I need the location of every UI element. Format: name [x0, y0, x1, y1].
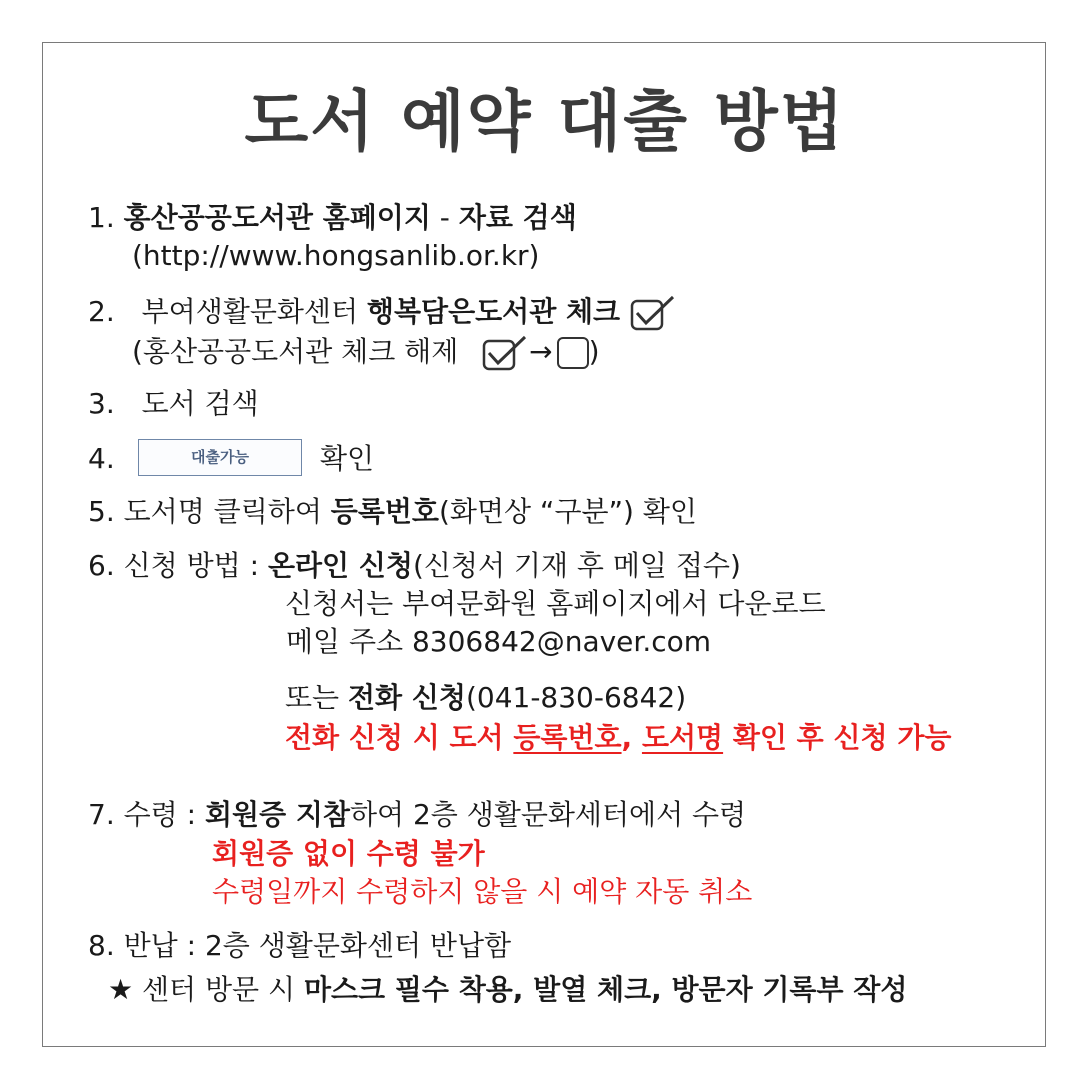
step-2-note-text: (홍산공공도서관 체크 해제 — [132, 335, 459, 368]
page-title: 도서 예약 대출 방법 — [244, 83, 846, 160]
step-2-note — [132, 334, 600, 371]
step-2 — [88, 294, 677, 331]
step-1-separator: - — [430, 201, 459, 234]
step-5-suffix: (화면상 “구분”) 확인 — [438, 495, 697, 528]
step-6-warning-name: 도서명 — [641, 721, 724, 754]
step-7-suffix: 하여 2층 생활문화세터에서 수령 — [349, 798, 747, 831]
step-6-warning-suffix: 확인 후 신청 가능 — [723, 721, 952, 754]
step-2-bold: 행복담은도서관 체크 — [366, 295, 621, 328]
step-3-text: 도서 검색 — [141, 387, 259, 420]
step-6-label: 신청 방법 : — [123, 549, 268, 582]
step-5-bold: 등록번호 — [330, 495, 439, 528]
step-6-phone-number: (041-830-6842) — [465, 681, 687, 714]
step-6-number: 6. — [88, 549, 115, 582]
step-8-number: 8. — [88, 929, 115, 962]
step-3 — [88, 386, 259, 422]
step-6-email-line: 메일 주소 8306842@naver.com — [286, 625, 712, 658]
step-1-site: 홍산공공도서관 홈페이지 — [123, 201, 431, 234]
notice — [108, 972, 907, 1008]
step-2-note-close: ) — [588, 335, 600, 368]
step-6-form-line: 신청서는 부여문화원 홈페이지에서 다운로드 — [285, 587, 826, 620]
step-8 — [88, 928, 511, 964]
step-7 — [88, 797, 746, 833]
step-3-number: 3. — [88, 387, 115, 420]
step-2-prefix: 부여생활문화센터 — [141, 295, 367, 328]
step-6-warning-comma: , — [621, 721, 642, 754]
step-4-number: 4. — [88, 442, 115, 475]
step-7-number: 7. — [88, 798, 115, 831]
notice-prefix: 센터 방문 시 — [133, 973, 304, 1006]
step-6-warning — [285, 720, 951, 756]
star-icon: ★ — [108, 973, 134, 1006]
step-6-online: 온라인 신청 — [267, 549, 413, 582]
step-5-number: 5. — [88, 495, 115, 528]
step-1-url: (http://www.hongsanlib.or.kr) — [132, 239, 540, 272]
step-1-action: 자료 검색 — [458, 201, 577, 234]
step-6-or: 또는 — [285, 681, 348, 714]
step-7-warning-2: 수령일까지 수령하지 않을 시 예약 자동 취소 — [212, 875, 753, 908]
step-6 — [88, 548, 741, 584]
empty-checkbox-icon — [557, 337, 589, 369]
step-5-prefix: 도서명 클릭하여 — [123, 495, 331, 528]
step-6-phone — [285, 680, 686, 716]
loan-available-button[interactable]: 대출가능 — [138, 439, 302, 476]
checked-box-icon — [629, 295, 677, 331]
step-7-bold: 회원증 지참 — [204, 798, 350, 831]
step-2-number: 2. — [88, 295, 115, 328]
step-7-label: 수령 : — [123, 798, 205, 831]
step-6-phone-label: 전화 신청 — [348, 681, 466, 714]
step-7-warning-1: 회원증 없이 수령 불가 — [212, 837, 485, 870]
checked-box-icon-small — [481, 335, 529, 371]
step-6-warning-prefix: 전화 신청 시 도서 — [285, 721, 514, 754]
step-6-warning-reg: 등록번호 — [513, 721, 622, 754]
notice-bold: 마스크 필수 착용, 발열 체크, 방문자 기록부 작성 — [303, 973, 908, 1006]
step-1 — [88, 200, 577, 236]
step-8-text: 반납 : 2층 생활문화센터 반납함 — [123, 929, 512, 962]
step-4-text: 확인 — [320, 442, 375, 475]
arrow-right-icon: → — [529, 335, 553, 368]
step-1-number: 1. — [88, 201, 115, 234]
step-5 — [88, 494, 697, 530]
step-6-online-note: (신청서 기재 후 메일 접수) — [412, 549, 741, 582]
